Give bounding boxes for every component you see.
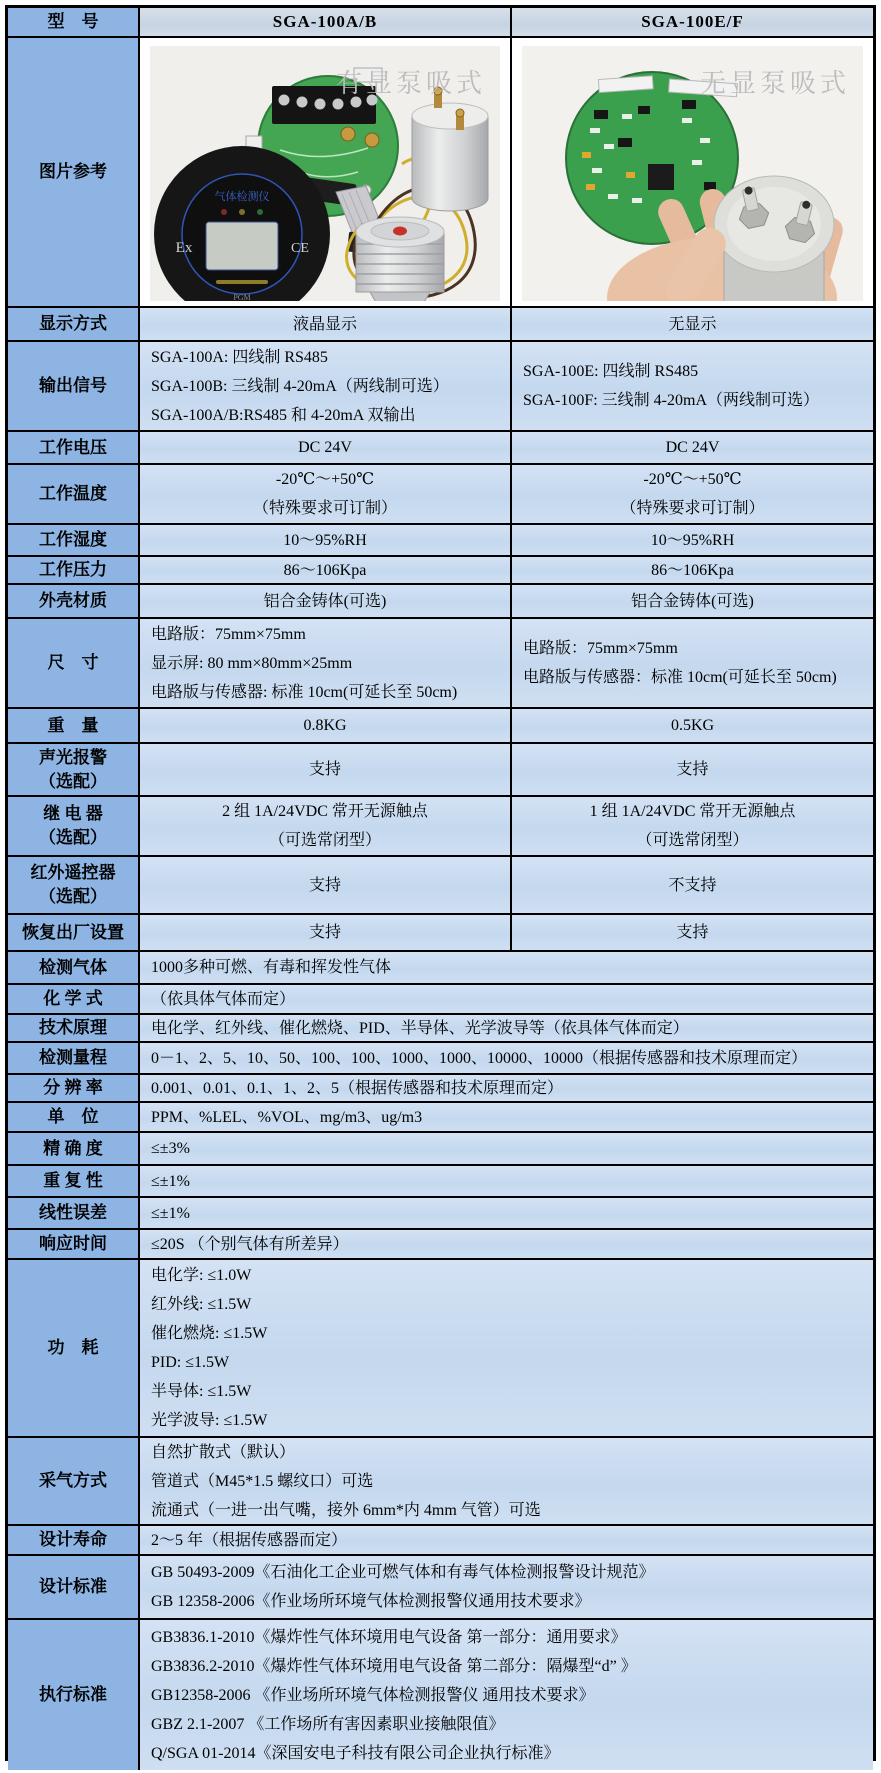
- cell-model-a: [140, 525, 512, 555]
- product-photo-right: [522, 46, 863, 301]
- photo-row: [8, 36, 873, 306]
- table-row: [8, 463, 873, 523]
- cell-text: 流通式（一进一出气嘴，接外 6mm*内 4mm 气管）可选: [151, 1501, 541, 1519]
- label-line: 声光报警: [39, 747, 107, 767]
- cell-text: 铝合金铸体(可选): [263, 592, 387, 610]
- cell-text: （特殊要求可订制）: [620, 500, 765, 517]
- product-photo-left: [150, 46, 500, 301]
- cell-full: [140, 1015, 873, 1041]
- ribbed-sensor: [356, 217, 444, 301]
- cell-text: 1 组 1A/24VDC 常开无源触点: [589, 803, 796, 820]
- cell-text: 0－1、2、5、10、50、100、100、1000、1000、10000、10000（根据传感器和技术原理而定）: [151, 1049, 808, 1067]
- spec-table: [5, 5, 876, 1761]
- cell-model-b: [512, 619, 873, 707]
- cell-text: 电路版：75mm×75mm: [523, 640, 678, 657]
- pgm-label: PGM: [233, 293, 251, 301]
- cell-model-b: [512, 857, 873, 913]
- table-row: [8, 1013, 873, 1041]
- sensor-red-dot: [393, 227, 407, 236]
- cell-model-b: [512, 915, 873, 950]
- cell-model-b: [512, 432, 873, 463]
- photo-cell-right: [512, 38, 873, 306]
- cell-full: [140, 1133, 873, 1164]
- table-row: [8, 795, 873, 855]
- cell-text: 不支持: [668, 876, 717, 894]
- row-label: 采气方式: [8, 1438, 140, 1524]
- cell-full: [140, 1230, 873, 1258]
- cell-text: SGA-100A: 四线制 RS485: [151, 348, 328, 366]
- table-row: [8, 1258, 873, 1436]
- cell-text: 管道式（M45*1.5 螺纹口）可选: [151, 1472, 374, 1490]
- cell-model-a: [140, 342, 512, 430]
- cell-model-b: [512, 308, 873, 340]
- table-row: [8, 430, 873, 463]
- row-label: [8, 797, 140, 855]
- label-line: 继 电 器: [43, 804, 103, 823]
- table-row: [8, 983, 873, 1013]
- cell-full: [140, 1620, 873, 1770]
- table-row: [8, 1164, 873, 1196]
- row-label: 外壳材质: [8, 585, 140, 617]
- cell-full: [140, 1526, 873, 1554]
- cell-text: ≤±3%: [151, 1140, 190, 1157]
- table-row: [8, 1196, 873, 1228]
- cell-text: 支持: [308, 761, 341, 778]
- row-label: 精 确 度: [8, 1133, 140, 1164]
- cell-text: 液晶显示: [292, 315, 357, 333]
- row-label: 尺 寸: [8, 619, 140, 707]
- table-row: [8, 707, 873, 742]
- right-watermark: 无显泵吸式: [699, 69, 850, 98]
- cell-text: -20℃～+50℃: [643, 471, 742, 488]
- cell-text: GB 12358-2006《作业场所环境气体检测报警仪通用技术要求》: [151, 1593, 591, 1610]
- table-row: [8, 913, 873, 950]
- table-row: [8, 340, 873, 430]
- alarm-led: [221, 209, 227, 215]
- table-row: [8, 555, 873, 583]
- label-line: （选配）: [39, 887, 107, 906]
- row-label: 工作电压: [8, 432, 140, 463]
- chip: [648, 164, 674, 190]
- table-row: [8, 855, 873, 913]
- cell-model-b: [512, 585, 873, 617]
- label-line: （选配）: [39, 771, 107, 791]
- cell-full: [140, 1438, 873, 1524]
- cell-text: 支持: [676, 924, 709, 941]
- row-label: 重 复 性: [8, 1166, 140, 1196]
- table-header-row: [8, 8, 873, 36]
- row-label: 线性误差: [8, 1198, 140, 1228]
- cell-full: [140, 1075, 873, 1101]
- cell-model-a: [140, 857, 512, 913]
- cell-model-b: [512, 342, 873, 430]
- cell-model-b: [512, 744, 873, 795]
- table-row: [8, 617, 873, 707]
- brand-strip: [216, 280, 268, 284]
- cell-text: 光学波导: ≤1.5W: [151, 1412, 268, 1429]
- cell-text: -20℃～+50℃: [275, 471, 375, 488]
- cell-text: 电路版与传感器：标准 10cm(可延长至 50cm): [523, 669, 837, 686]
- cell-text: PPM、%LEL、%VOL、mg/m3、ug/m3: [151, 1108, 423, 1126]
- row-label: 检测量程: [8, 1043, 140, 1073]
- row-label: 技术原理: [8, 1015, 140, 1041]
- work-led: [239, 209, 245, 215]
- cell-text: 0.5KG: [670, 717, 715, 734]
- row-label: 工作压力: [8, 557, 140, 583]
- row-label: 检测气体: [8, 952, 140, 983]
- brass-nozzle: [456, 109, 464, 130]
- row-label: 分 辨 率: [8, 1075, 140, 1101]
- cell-text: 2～5 年（根据传感器而定）: [151, 1531, 348, 1549]
- photo-row-label: 图片参考: [8, 38, 140, 306]
- table-row: [8, 1131, 873, 1164]
- row-label: 显示方式: [8, 308, 140, 340]
- fault-led: [257, 209, 263, 215]
- cell-text: 0.8KG: [303, 717, 347, 734]
- cell-model-a: [140, 465, 512, 523]
- cell-text: GB3836.2-2010《爆炸性气体环境用电气设备 第二部分：隔爆型“d” 》: [151, 1657, 637, 1675]
- cell-text: （可选常闭型）: [268, 832, 381, 849]
- label-line: 红外遥控器: [30, 863, 116, 882]
- cell-model-b: [512, 525, 873, 555]
- row-label: 工作湿度: [8, 525, 140, 555]
- table-row: [8, 523, 873, 555]
- cell-text: （依具体气体而定）: [151, 990, 296, 1008]
- cell-text: 催化燃烧: ≤1.5W: [151, 1325, 268, 1342]
- cell-text: 电路版：75mm×75mm: [151, 625, 306, 643]
- cell-text: 86～106Kpa: [283, 561, 367, 579]
- table-row: [8, 1228, 873, 1258]
- row-label: 执行标准: [8, 1620, 140, 1770]
- cell-full: [140, 1166, 873, 1196]
- header-model-b: SGA-100E/F: [512, 8, 873, 36]
- cell-model-b: [512, 797, 873, 855]
- cell-model-a: [140, 915, 512, 950]
- cell-text: DC 24V: [665, 439, 720, 456]
- cell-text: 铝合金铸体(可选): [631, 592, 754, 610]
- cell-text: SGA-100E: 四线制 RS485: [523, 363, 699, 380]
- gauge-title: 气体检测仪: [214, 191, 270, 203]
- cell-text: 电化学、红外线、催化燃烧、PID、半导体、光学波导等（依具体气体而定）: [151, 1019, 689, 1037]
- row-label: 恢复出厂设置: [8, 915, 140, 950]
- row-label: 化 学 式: [8, 985, 140, 1013]
- table-row: [8, 950, 873, 983]
- cell-model-a: [140, 557, 512, 583]
- table-row: [8, 1101, 873, 1131]
- lcd-screen: [206, 222, 278, 270]
- cell-full: [140, 952, 873, 983]
- header-model-label: 型 号: [8, 8, 140, 36]
- cell-text: 自然扩散式（默认）: [151, 1443, 296, 1461]
- row-label: 响应时间: [8, 1230, 140, 1258]
- row-label: [8, 857, 140, 913]
- cell-model-a: [140, 744, 512, 795]
- cell-text: 半导体: ≤1.5W: [151, 1383, 252, 1400]
- cell-model-b: [512, 709, 873, 742]
- table-row: [8, 1618, 873, 1770]
- cell-text: 红外线: ≤1.5W: [151, 1296, 252, 1313]
- row-label: 单 位: [8, 1103, 140, 1131]
- cell-model-b: [512, 557, 873, 583]
- cell-text: 支持: [308, 924, 341, 941]
- cell-text: 1000多种可燃、有毒和挥发性气体: [151, 959, 392, 976]
- cell-full: [140, 1198, 873, 1228]
- cell-text: GB12358-2006 《作业场所环境气体检测报警仪 通用技术要求》: [151, 1686, 595, 1704]
- cell-text: 支持: [676, 761, 709, 778]
- table-row: [8, 1436, 873, 1524]
- ex-mark: Ex: [175, 240, 193, 256]
- table-row: [8, 306, 873, 340]
- row-label: 输出信号: [8, 342, 140, 430]
- cell-text: 10～95%RH: [283, 531, 367, 549]
- cell-text: 10～95%RH: [650, 531, 735, 549]
- cell-text: GB3836.1-2010《爆炸性气体环境用电气设备 第一部分：通用要求》: [151, 1628, 627, 1646]
- brass-standoff: [365, 133, 379, 147]
- table-row: [8, 583, 873, 617]
- row-label: 设计标准: [8, 1556, 140, 1618]
- label-line: （选配）: [39, 828, 107, 847]
- cell-text: GB 50493-2009《石油化工企业可燃气体和有毒气体检测报警设计规范》: [151, 1564, 655, 1581]
- cell-text: SGA-100B: 三线制 4-20mA（两线制可选）: [151, 377, 449, 395]
- cell-text: DC 24V: [298, 439, 352, 456]
- cell-text: PID: ≤1.5W: [151, 1354, 230, 1371]
- table-row: [8, 742, 873, 795]
- cell-text: SGA-100A/B:RS485 和 4-20mA 双输出: [151, 406, 416, 424]
- cell-full: [140, 1260, 873, 1436]
- cell-text: ≤±1%: [151, 1172, 190, 1190]
- cell-text: 0.001、0.01、0.1、1、2、5（根据传感器和技术原理而定）: [151, 1079, 564, 1097]
- cell-model-a: [140, 797, 512, 855]
- cell-text: Q/SGA 01-2014《深国安电子科技有限公司企业执行标准》: [151, 1744, 560, 1762]
- cell-model-b: [512, 465, 873, 523]
- photo-cell-left: [140, 38, 512, 306]
- cell-model-a: [140, 432, 512, 463]
- row-label: 设计寿命: [8, 1526, 140, 1554]
- row-label: 工作温度: [8, 465, 140, 523]
- cell-full: [140, 1043, 873, 1073]
- table-row: [8, 1554, 873, 1618]
- cell-text: 电化学: ≤1.0W: [151, 1267, 252, 1284]
- cell-text: ≤±1%: [151, 1204, 190, 1222]
- table-row: [8, 1524, 873, 1554]
- cell-text: （可选常闭型）: [636, 832, 749, 849]
- row-label: [8, 744, 140, 795]
- cell-text: 2 组 1A/24VDC 常开无源触点: [222, 803, 428, 820]
- table-row: [8, 1073, 873, 1101]
- cell-text: （特殊要求可订制）: [252, 500, 397, 517]
- cell-text: SGA-100F: 三线制 4-20mA（两线制可选）: [523, 392, 820, 409]
- cell-text: GBZ 2.1-2007 《工作场所有害因素职业接触限值》: [151, 1715, 505, 1733]
- cell-text: 86～106Kpa: [651, 561, 734, 579]
- row-label: 重 量: [8, 709, 140, 742]
- brass-standoff: [341, 127, 355, 141]
- cell-model-a: [140, 308, 512, 340]
- cell-full: [140, 985, 873, 1013]
- left-watermark: 有显泵吸式: [335, 69, 486, 98]
- cell-text: 显示屏: 80 mm×80mm×25mm: [151, 654, 353, 672]
- cell-model-a: [140, 585, 512, 617]
- header-model-a: SGA-100A/B: [140, 8, 512, 36]
- cell-model-a: [140, 619, 512, 707]
- row-label: 功 耗: [8, 1260, 140, 1436]
- cell-text: 支持: [308, 876, 341, 894]
- cell-full: [140, 1103, 873, 1131]
- cell-text: 无显示: [668, 315, 717, 333]
- table-row: [8, 1041, 873, 1073]
- cell-text: 电路版与传感器: 标准 10cm(可延长至 50cm): [151, 683, 458, 701]
- cell-full: [140, 1556, 873, 1618]
- cell-model-a: [140, 709, 512, 742]
- sensor-cylinder: [714, 176, 834, 301]
- ce-mark: CE: [291, 241, 309, 256]
- cell-text: ≤20S （个别气体有所差异）: [151, 1235, 349, 1253]
